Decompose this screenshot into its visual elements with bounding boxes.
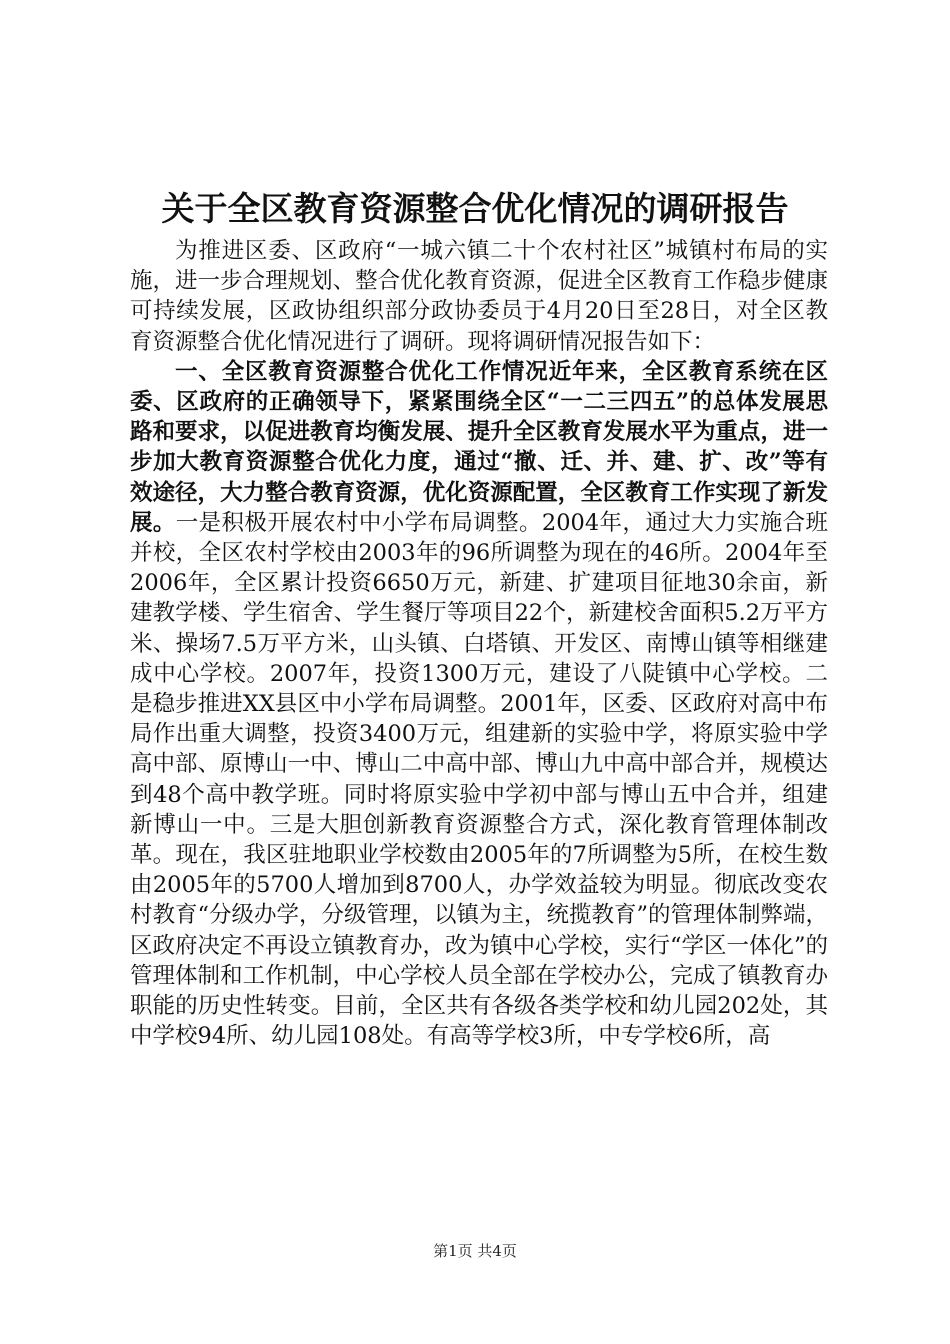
section-1-paragraph — [130, 357, 828, 1052]
document-title: 关于全区教育资源整合优化情况的调研报告 — [161, 189, 789, 228]
page-number-footer: 第1页 共4页 — [433, 1242, 517, 1260]
intro-paragraph: 为推进区委、区政府“一城六镇二十个农村社区”城镇村布局的实施，进一步合理规划、整合优化教育资源，促进全区教育工作稳步健康可持续发展，区政协组织部分政协委员于4月20日至28日，对全区教育资源整合优化情况进行了调研。现将调研情况报告如下： — [130, 238, 828, 355]
document-body — [130, 236, 828, 1051]
section-1-heading: 一、全区教育资源整合优化工作情况近年来，全区教育系统在区委、区政府的正确领导下，紧紧围绕全区“一二三四五”的总体发展思路和要求，以促进教育均衡发展、提升全区教育发展水平为重点，进一步加大教育资源整合优化力度，通过“撤、迁、并、建、扩、改”等有效途径，大力整合教育资源，优化资源配置，全区教育工作实现了新发展。 — [130, 358, 828, 536]
section-1-body: 一是积极开展农村中小学布局调整。2004年，通过大力实施合班并校，全区农村学校由2003年的96所调整为现在的46所。2004年至2006年，全区累计投资6650万元，新建、扩建项目征地30余亩，新建教学楼、学生宿舍、学生餐厅等项目22个，新建校舍面积5.2万平方米、操场7.5万平方米，山头镇、白塔镇、开发区、南博山镇等相继建成中心学校。2007年，投资1300万元，建设了八陡镇中心学校。二是稳步推进XX县区中小学布局调整。2001年，区委、区政府对高中布局作出重大调整，投资3400万元，组建新的实验中学，将原实验中学高中部、原博山一中、博山二中高中部、博山九中高中部合并，规模达到48个高中教学班。同时将原实验中学初中部与博山五中合并，组建新博山一中。三是大胆创新教育资源整合方式，深化教育管理体制改革。现在，我区驻地职业学校数由2005年的7所调整为5所，在校生数由2005年的5700人增加到8700人，办学效益较为明显。彻底改变农村教育“分级办学，分级管理，以镇为主，统揽教育”的管理体制弊端，区政府决定不再设立镇教育办，改为镇中心学校，实行“学区一体化”的管理体制和工作机制，中心学校人员全部在学校办公，完成了镇教育办职能的历史性转变。目前，全区共有各级各类学校和幼儿园202处，其中学校94所、幼儿园108处。有高等学校3所，中专学校6所，高 — [130, 509, 829, 1050]
